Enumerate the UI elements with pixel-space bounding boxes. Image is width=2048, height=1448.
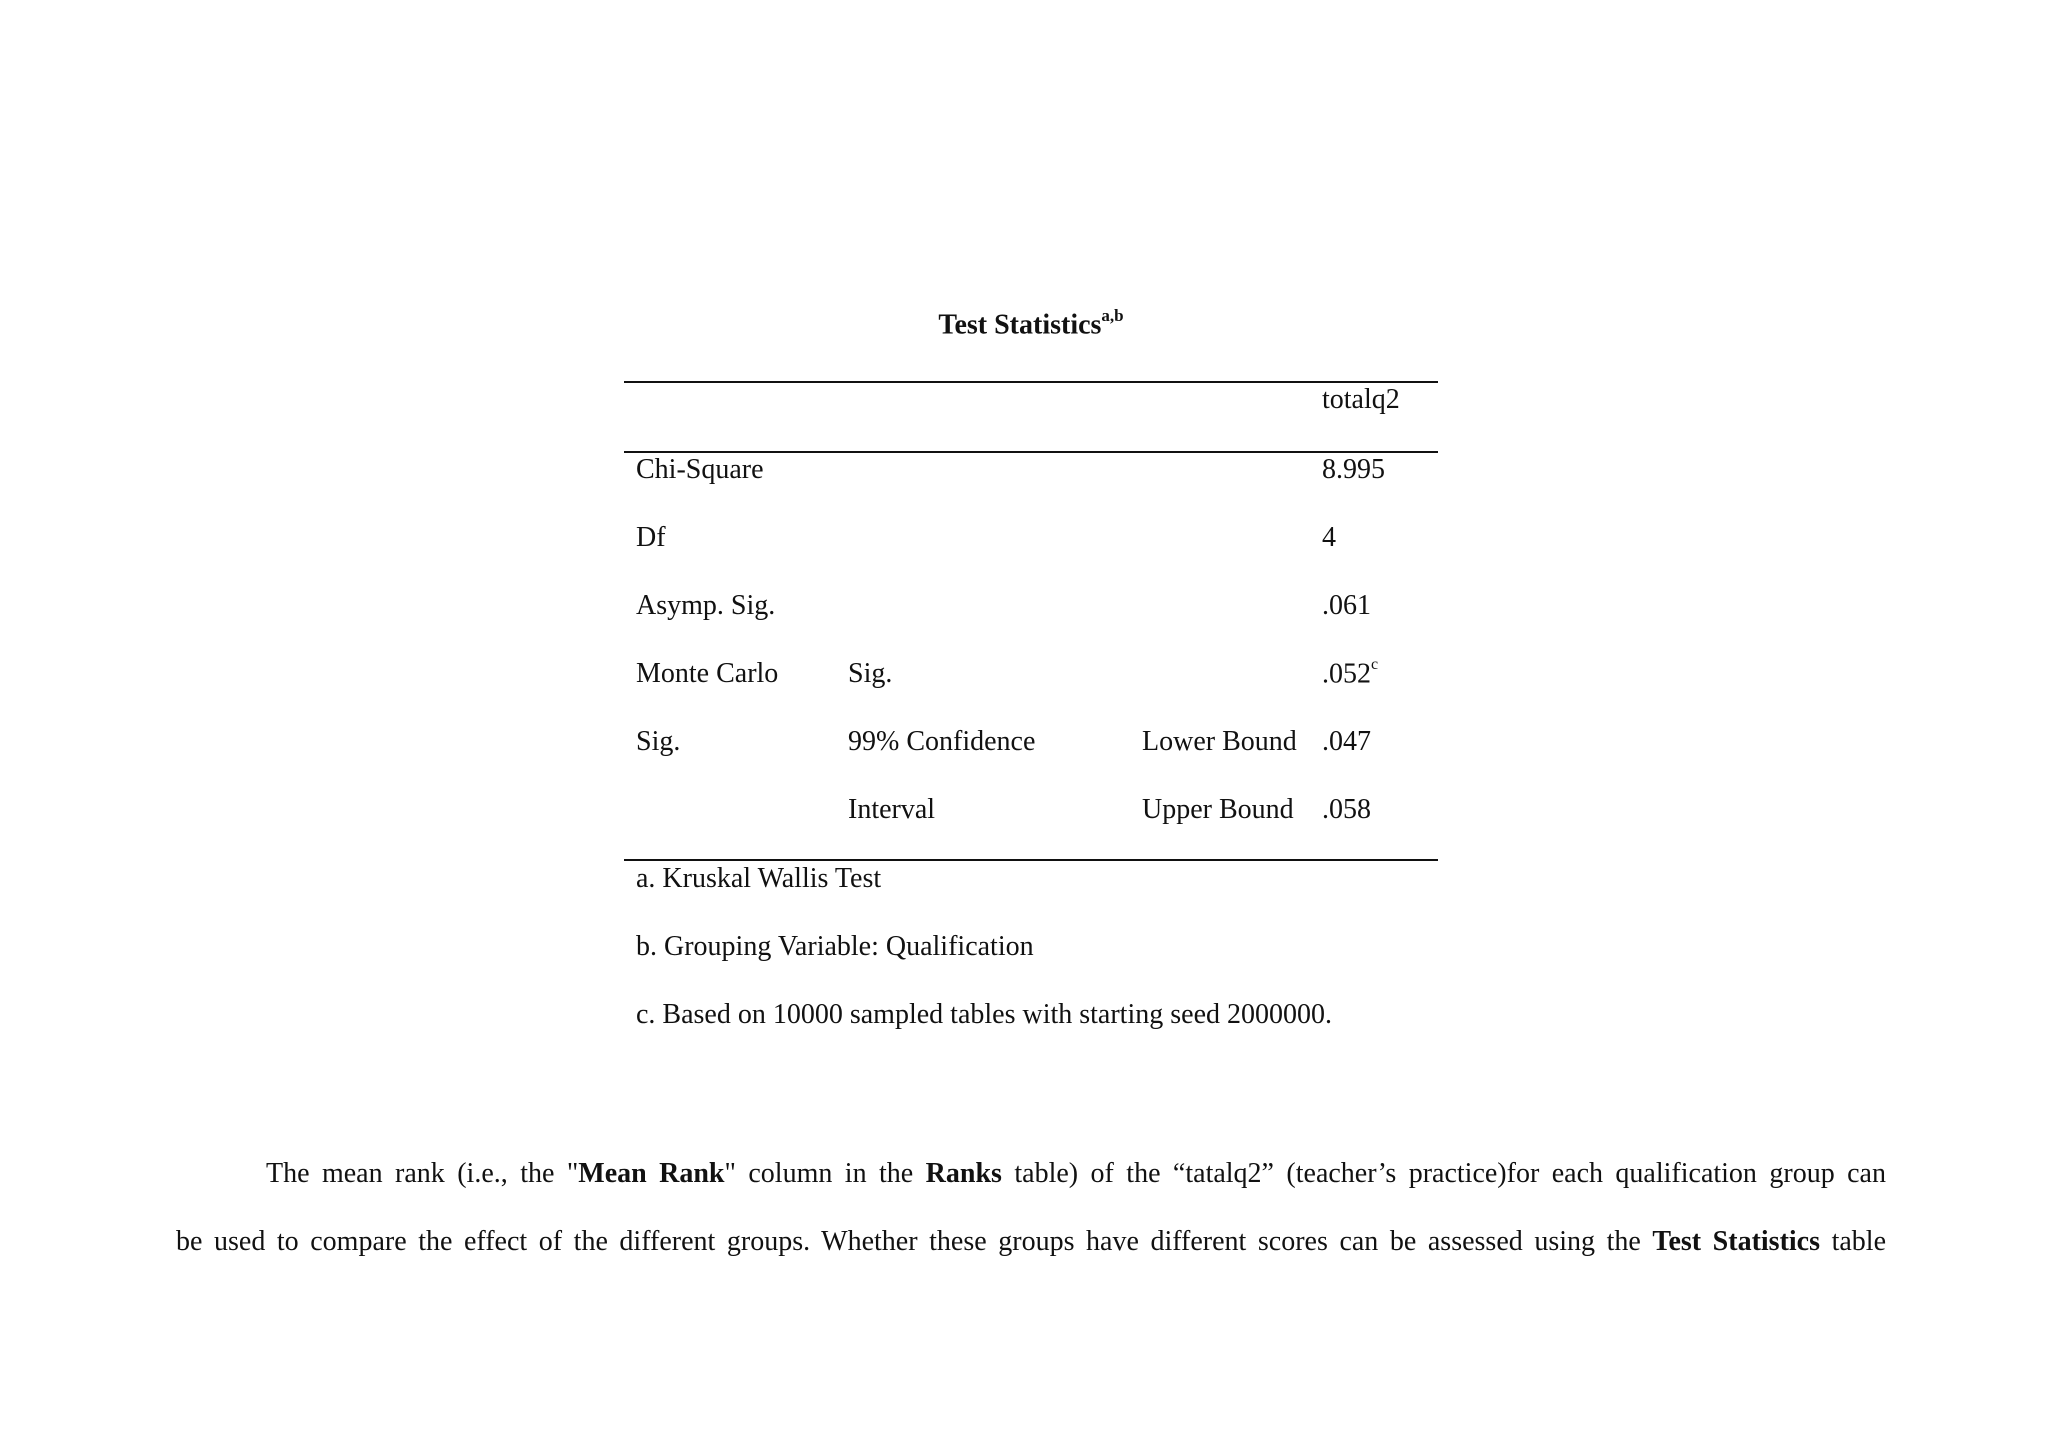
- table-bottom-rule: [624, 859, 1438, 861]
- footnote-c: c. Based on 10000 sampled tables with starting seed 2000000.: [636, 999, 1332, 1030]
- row-label-chi-square: Chi-Square: [636, 454, 764, 485]
- row-value-asymp-sig: .061: [1322, 590, 1371, 621]
- footnote-b: b. Grouping Variable: Qualification: [636, 931, 1034, 962]
- paragraph-text: The mean rank (i.e., the ": [266, 1158, 579, 1189]
- row-label-asymp-sig: Asymp. Sig.: [636, 590, 776, 621]
- paragraph-text: be used to compare the effect of the different groups. Whether these groups have different scores can be assessed using the: [176, 1226, 1653, 1257]
- row-label-df: Df: [636, 522, 666, 553]
- table-title: [624, 308, 1438, 341]
- row-value-lower-bound: .047: [1322, 726, 1371, 757]
- row-value-df: 4: [1322, 522, 1336, 553]
- body-paragraph-line1: [266, 1160, 1886, 1188]
- row-sublabel-confidence: 99% Confidence: [848, 726, 1036, 757]
- row-label-lower-bound: Lower Bound: [1142, 726, 1297, 757]
- body-paragraph-line2: [176, 1228, 1886, 1256]
- footnote-a: a. Kruskal Wallis Test: [636, 863, 882, 894]
- row-sublabel-sig: Sig.: [848, 658, 893, 689]
- paragraph-bold-ranks: Ranks: [925, 1158, 1002, 1189]
- row-value-upper-bound: .058: [1322, 794, 1371, 825]
- row-value-chi-square: 8.995: [1322, 454, 1385, 485]
- row-label-monte-carlo: Monte Carlo: [636, 658, 779, 689]
- row-sublabel-interval: Interval: [848, 794, 936, 825]
- column-header-totalq2: totalq2: [1322, 384, 1400, 415]
- monte-carlo-sig-superscript: c: [1371, 656, 1379, 673]
- paragraph-text: " column in the: [724, 1158, 926, 1189]
- row-value-monte-carlo-sig: [1322, 656, 1379, 690]
- table-top-rule: [624, 381, 1438, 383]
- paragraph-text: table) of the “tatalq2” (teacher’s practice)for each qualification group can: [1001, 1158, 1886, 1189]
- row-label-upper-bound: Upper Bound: [1142, 794, 1294, 825]
- monte-carlo-sig-value: .052: [1322, 658, 1371, 690]
- table-title-text: Test Statistics: [938, 309, 1102, 341]
- table-header-rule: [624, 451, 1438, 453]
- paragraph-text: table: [1820, 1226, 1887, 1257]
- row-label-monte-carlo-line2: Sig.: [636, 726, 681, 757]
- table-title-superscript: a,b: [1101, 306, 1124, 325]
- paragraph-bold-mean-rank: Mean Rank: [578, 1158, 725, 1189]
- paragraph-bold-test-statistics: Test Statistics: [1652, 1226, 1821, 1257]
